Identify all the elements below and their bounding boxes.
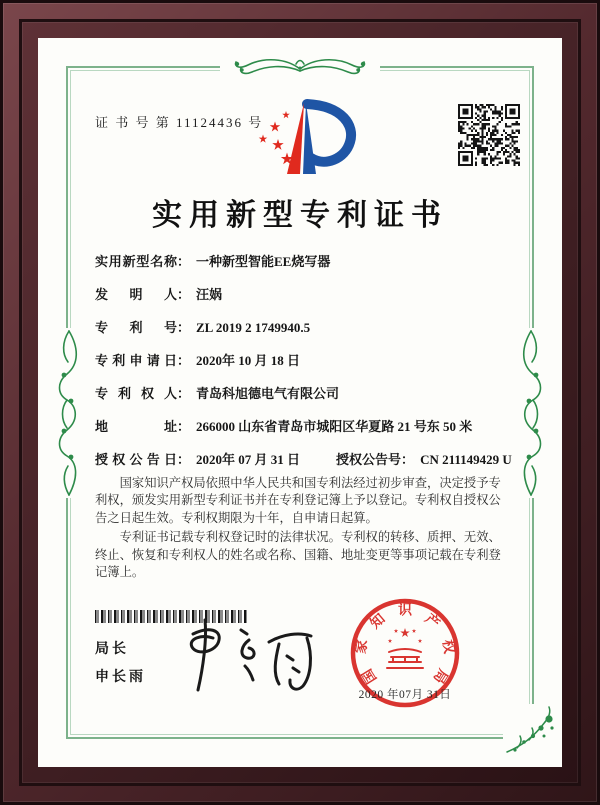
field-value: CN 211149429 U [420, 452, 512, 467]
field-label: 专利权人 [95, 386, 177, 401]
field-label: 地址 [95, 419, 177, 434]
frame-groove [19, 19, 581, 786]
cnipa-logo [245, 96, 360, 184]
colon: ： [401, 452, 415, 467]
seal-char: 知 [368, 611, 389, 633]
official-seal [344, 593, 466, 715]
signer-title: 局长 [95, 640, 129, 656]
grant-no-group [336, 452, 512, 467]
seal-char: 权 [439, 638, 456, 655]
field-label: 实用新型名称 [95, 254, 177, 269]
field-row-patent-no [95, 317, 310, 336]
field-value: 266000 山东省青岛市城阳区华夏路 21 号东 50 米 [196, 419, 473, 434]
left-scroll-ornament [54, 328, 82, 498]
certificate-number: 证 书 号 第 11124436 号 [95, 115, 264, 130]
field-row-inventor [95, 284, 222, 303]
signature [165, 612, 320, 707]
field-row-patentee [95, 383, 339, 402]
qr-code [458, 104, 520, 166]
field-value: 2020年 10 月 18 日 [196, 353, 301, 368]
field-value: 2020年 07 月 31 日 [196, 452, 301, 467]
field-label: 专利申请日 [95, 353, 177, 368]
certificate-title: 实用新型专利证书 [152, 199, 448, 232]
colon: ： [177, 254, 191, 269]
colon: ： [177, 287, 191, 302]
field-value: 汪娲 [196, 287, 223, 302]
colon: ： [177, 320, 191, 335]
colon: ： [177, 419, 191, 434]
bottom-floral-ornament [503, 704, 557, 756]
top-flourish-ornament [220, 52, 380, 84]
seal-char: 识 [398, 603, 412, 619]
legal-paragraph-1: 国家知识产权局依照中华人民共和国专利法经过初步审查，决定授予专利权，颁发实用新型专利证书并在专利登记簿上予以登记。专利权自授权公告之日起生效。专利权期限为十年，自申请日起算。 [95, 476, 501, 525]
colon: ： [177, 353, 191, 368]
seal-char: 产 [421, 611, 442, 633]
right-scroll-ornament [518, 328, 546, 498]
colon: ： [177, 386, 191, 401]
signer-block [95, 634, 146, 690]
seal-char: 国 [360, 665, 381, 686]
field-label: 专利号 [95, 320, 177, 335]
frame-inner [22, 22, 578, 783]
legal-paragraph-2: 专利证书记载专利权登记时的法律状况。专利权的转移、质押、无效、终止、恢复和专利权人的姓名或名称、国籍、地址变更等事项记载在专利登记簿上。 [95, 530, 501, 580]
colon: ： [177, 452, 191, 467]
field-row-filing-date [95, 350, 300, 369]
field-value: 青岛科旭德电气有限公司 [196, 386, 340, 401]
signer-name: 申长雨 [95, 668, 146, 684]
field-label: 发明人 [95, 287, 177, 302]
seal-char: 家 [354, 638, 371, 655]
field-label: 授权公告号 [336, 452, 402, 467]
field-row-name [95, 251, 330, 270]
field-value: ZL 2019 2 1749940.5 [196, 320, 311, 335]
field-value: 一种新型智能EE烧写器 [196, 254, 331, 269]
seal-date: 2020 年07月 31日 [358, 689, 452, 701]
legal-text [95, 475, 507, 584]
field-row-grant [95, 449, 512, 468]
field-label: 授权公告日 [95, 452, 177, 467]
field-row-address [95, 416, 472, 435]
seal-char: 局 [429, 665, 450, 686]
certificate-paper [38, 38, 562, 767]
frame-molding [3, 3, 597, 802]
